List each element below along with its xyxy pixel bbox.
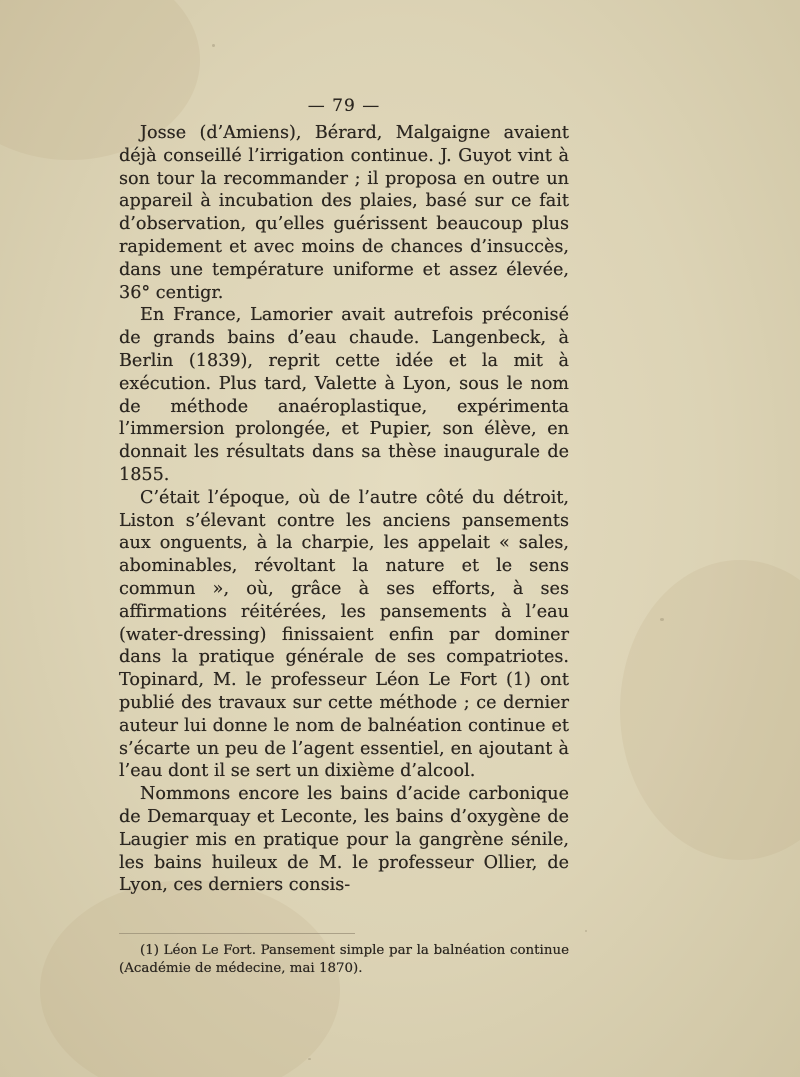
paper-speck [212,44,215,47]
paragraph-bains: En France, Lamorier avait autrefois préconisé de grands bains d’eau chaude. Langenbeck, à Berlin (1839), reprit cette idée et la mit à exécution. Plus tard, Valette à Lyon, sous le nom de méthode anaéroplastique, expérimenta l’immersion prolongée, et Pupier, son élève, en donnait les résultats dans sa thèse inaugurale de 1855. [119,305,569,485]
paragraph-irrigation: Josse (d’Amiens), Bérard, Malgaigne avaient déjà conseillé l’irrigation continue. J. Guyot vint à son tour la recommander ; il proposa en outre un appareil à incubation des plaies, basé sur ce fait d’observation, qu’elles guérissent beaucoup plus rapidement et avec moins de chances d’insuccès, dans une température uniforme et assez élevée, 36° centigr. [119,123,569,303]
paper-speck [308,1058,311,1060]
paper-stain [620,560,800,860]
paragraph-nommons: Nommons encore les bains d’acide carbonique de Demarquay et Leconte, les bains d’oxygène de Laugier mis en pratique pour la gangrène sénile, les bains huileux de M. le professeur Ollier, de Lyon, ces derniers consis- [119,784,569,896]
paper-speck [585,930,587,932]
footnote: (1) Léon Le Fort. Pansement simple par la balnéation continue (Académie de médecine, mai 1870). [119,943,569,976]
footnote-rule [119,933,355,934]
paper-speck [660,618,664,621]
page-text [119,96,569,977]
paragraph-liston: C’était l’époque, où de l’autre côté du détroit, Liston s’élevant contre les anciens pansements aux onguents, à la charpie, les appelait « sales, abominables, révoltant la nature et le sens commun », où, grâce à ses efforts, à ses affirmations réitérées, les pansements à l’eau (water-dressing) finissaient enfin par dominer dans la pratique générale de ses compatriotes. Topinard, M. le professeur Léon Le Fort (1) ont publié des travaux sur cette méthode ; ce dernier auteur lui donne le nom de balnéation continue et s’écarte un peu de l’agent essentiel, en ajoutant à l’eau dont il se sert un dixième d’alcool. [119,487,569,782]
page-number: — 79 — [307,96,381,116]
